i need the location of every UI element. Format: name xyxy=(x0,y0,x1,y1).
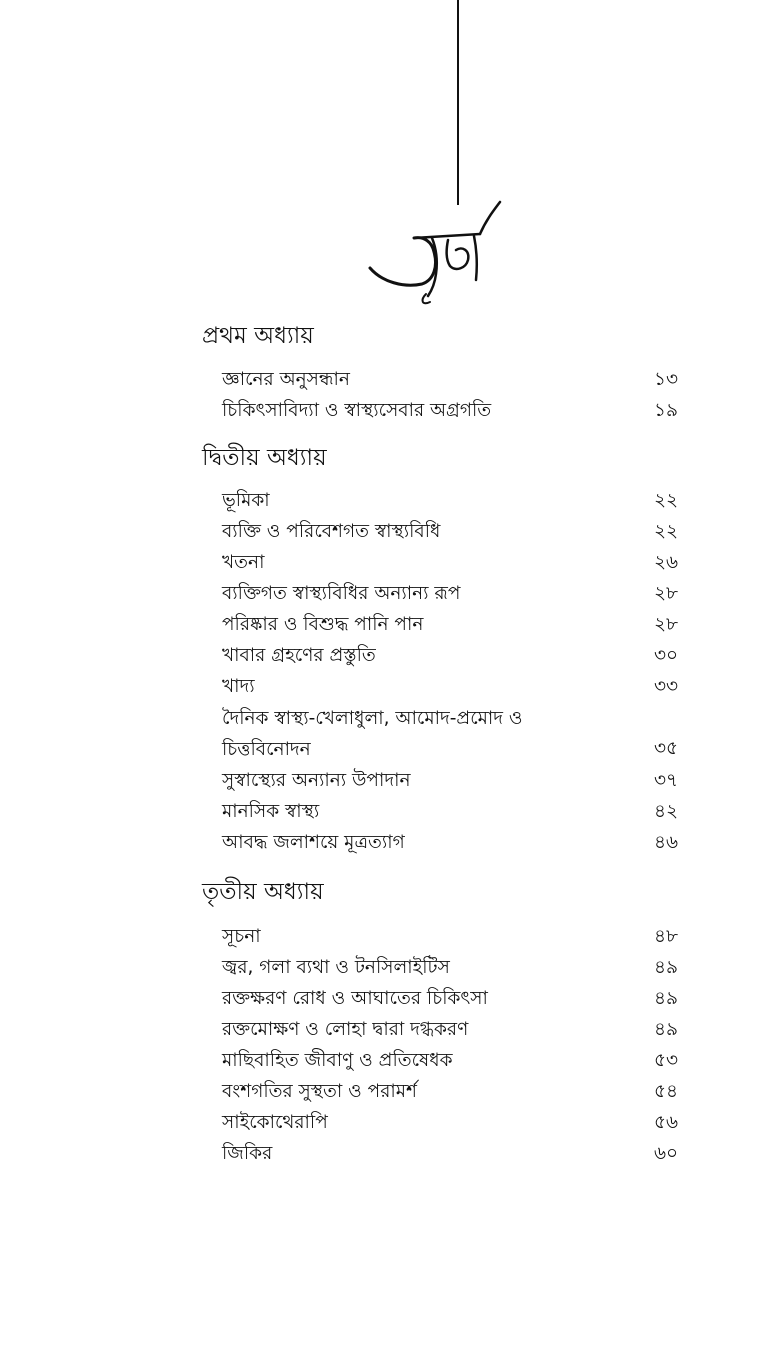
entry-page-number: ২৮ xyxy=(653,583,678,604)
entry-title: রক্তক্ষরণ রোধ ও আঘাতের চিকিৎসা xyxy=(222,988,488,1009)
entry-title: জ্ঞানের অনুসন্ধান xyxy=(222,369,350,390)
entry-title: রক্তমোক্ষণ ও লোহা দ্বারা দগ্ধকরণ xyxy=(222,1019,469,1040)
toc-entry[interactable] xyxy=(222,610,678,640)
entry-title: খতনা xyxy=(222,552,265,573)
toc-entry[interactable] xyxy=(222,703,678,765)
entry-page-number: ৪৬ xyxy=(653,832,678,853)
entry-page-number: ৩০ xyxy=(653,645,678,666)
toc-entry[interactable] xyxy=(222,365,678,395)
entry-page-number: ১৯ xyxy=(653,400,678,421)
entry-title: বংশগতির সুস্থতা ও পরামর্শ xyxy=(222,1081,417,1102)
entry-title: জ্বর, গলা ব্যথা ও টনসিলাইটিস xyxy=(222,957,450,978)
entry-page-number: ৫৪ xyxy=(653,1081,678,1102)
entry-title: মানসিক স্বাস্থ্য xyxy=(222,801,320,822)
toc-entry[interactable] xyxy=(222,828,678,858)
entry-title: ব্যক্তি ও পরিবেশগত স্বাস্থ্যবিধি xyxy=(222,521,441,542)
entry-page-number: ২২ xyxy=(653,490,678,511)
entry-title: জিকির xyxy=(222,1143,273,1164)
hanging-line-decoration xyxy=(457,0,459,205)
toc-entry[interactable] xyxy=(222,1046,678,1076)
entry-title: সুস্বাস্থ্যের অন্যান্য উপাদান xyxy=(222,770,411,791)
toc-heading-calligraphy xyxy=(362,190,512,310)
entry-page-number: ৪৮ xyxy=(653,926,678,947)
toc-entry[interactable] xyxy=(222,766,678,796)
entry-page-number: ৩৫ xyxy=(653,738,678,759)
entry-title: চিকিৎসাবিদ্যা ও স্বাস্থ্যসেবার অগ্রগতি xyxy=(222,400,492,421)
entry-page-number: ৪৯ xyxy=(653,988,678,1009)
entry-page-number: ৪২ xyxy=(653,801,678,822)
entry-page-number: ১৩ xyxy=(653,369,678,390)
entry-page-number: ৩৩ xyxy=(653,676,678,697)
entry-page-number: ৩৭ xyxy=(653,770,678,791)
entry-title: আবদ্ধ জলাশয়ে মূত্রত্যাগ xyxy=(222,832,405,853)
entry-page-number: ৪৯ xyxy=(653,1019,678,1040)
toc-entry[interactable] xyxy=(222,1077,678,1107)
toc-entry[interactable] xyxy=(222,641,678,671)
entry-title: পরিষ্কার ও বিশুদ্ধ পানি পান xyxy=(222,614,424,635)
chapter-heading-1: প্রথম অধ্যায় xyxy=(202,323,314,349)
entry-page-number: ২৬ xyxy=(653,552,678,573)
chapter-heading-2: দ্বিতীয় অধ্যায় xyxy=(202,445,327,471)
toc-entry[interactable] xyxy=(222,797,678,827)
toc-entry[interactable] xyxy=(222,1108,678,1138)
entry-page-number: ৫৬ xyxy=(653,1112,678,1133)
toc-entry[interactable] xyxy=(222,922,678,952)
entry-title: খাদ্য xyxy=(222,676,255,697)
entry-page-number: ২২ xyxy=(653,521,678,542)
toc-entry[interactable] xyxy=(222,953,678,983)
toc-entry[interactable] xyxy=(222,984,678,1014)
entry-page-number: ৬০ xyxy=(653,1143,678,1164)
entry-page-number: ২৮ xyxy=(653,614,678,635)
entry-title: সাইকোথেরাপি xyxy=(222,1112,328,1133)
toc-entry[interactable] xyxy=(222,1015,678,1045)
entry-title: ব্যক্তিগত স্বাস্থ্যবিধির অন্যান্য রূপ xyxy=(222,583,461,604)
toc-entry[interactable] xyxy=(222,517,678,547)
entry-title: ভূমিকা xyxy=(222,490,270,511)
entry-title: খাবার গ্রহণের প্রস্তুতি xyxy=(222,645,376,666)
toc-entry[interactable] xyxy=(222,1139,678,1169)
entry-title: দৈনিক স্বাস্থ্য-খেলাধুলা, আমোদ-প্রমোদ ও চিত্তবিনোদন xyxy=(222,708,523,760)
toc-entry[interactable] xyxy=(222,396,678,426)
entry-title: মাছিবাহিত জীবাণু ও প্রতিষেধক xyxy=(222,1050,453,1071)
toc-entry[interactable] xyxy=(222,548,678,578)
entry-title: সূচনা xyxy=(222,926,261,947)
chapter-heading-3: তৃতীয় অধ্যায় xyxy=(202,879,324,905)
toc-entry[interactable] xyxy=(222,579,678,609)
entry-page-number: ৪৯ xyxy=(653,957,678,978)
toc-entry[interactable] xyxy=(222,486,678,516)
toc-entry[interactable] xyxy=(222,672,678,702)
entry-page-number: ৫৩ xyxy=(653,1050,678,1071)
